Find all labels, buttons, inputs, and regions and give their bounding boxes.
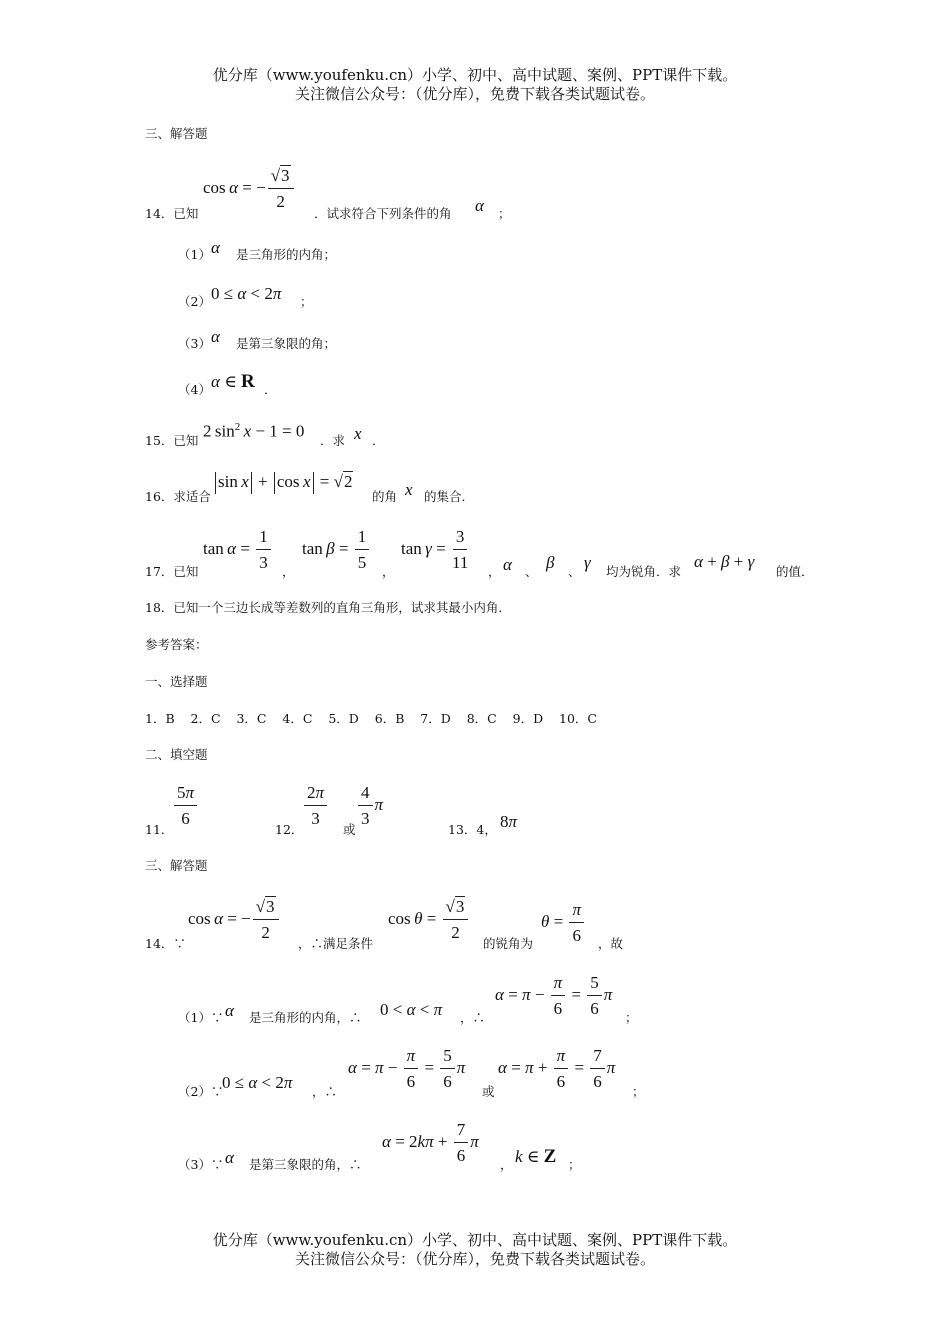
q15-formula: 2 $\sin^2 x - 1 = 0$	[203, 421, 305, 441]
q14-part4-formula: α ∈ R	[211, 371, 255, 392]
q15-number: 15．已知	[145, 433, 199, 448]
q17-tan-alpha: tan α = $\frac{1}{3}$	[203, 527, 273, 573]
header-line-1: 优分库（www.youfenku.cn）小学、初中、高中试题、案例、PPT课件下载。	[212, 66, 738, 84]
sol14-end: ，故	[598, 936, 624, 951]
sol14-cos-alpha: cos α = − $\frac{√3}{2}$	[188, 897, 281, 943]
q14-given-formula: cos α = − $\frac{√3}{2}$	[203, 166, 296, 212]
answers-title: 参考答案：	[145, 637, 208, 652]
sol14-mid2: 的锐角为	[483, 936, 534, 951]
q14-part2-formula: 0 ≤ α < 2π	[211, 284, 282, 303]
q17-sep-1: ，	[282, 564, 295, 579]
fill-title: 二、填空题	[145, 747, 208, 762]
q16-number: 16．求适合	[145, 489, 211, 504]
sol14-part2-result-2: α = π + $\frac{\pi}{6}$ = $\frac{7}{6}$ π	[498, 1046, 616, 1091]
mc-answer: 8．C	[466, 711, 497, 726]
mc-title: 一、选择题	[145, 674, 208, 689]
q17-dun-2: 、	[568, 564, 581, 579]
q14-part4-end: ．	[264, 382, 277, 397]
sol14-theta-value: θ = $\frac{\pi}{6}$	[541, 900, 586, 946]
q14-part1-label: （1）	[178, 247, 211, 262]
mc-answers	[145, 709, 597, 727]
q14-part3-alpha: α	[211, 327, 220, 346]
mc-answer: 5．D	[328, 711, 359, 726]
q14-part2-end: ；	[300, 294, 313, 309]
sol14-number: 14．∵	[145, 936, 186, 951]
fill-a12-value-1: $\frac{2\pi}{3}$	[302, 783, 329, 829]
q17-tan-beta: tan β = $\frac{1}{5}$	[302, 527, 371, 573]
sol14-part3-label: （3）∵	[178, 1157, 224, 1172]
sol14-part1-end: ；	[625, 1010, 638, 1025]
sol14-part1-text: 是三角形的内角，∴	[249, 1010, 362, 1025]
fill-a13-value: 8π	[500, 812, 518, 831]
q16-text: 的角	[372, 489, 398, 504]
q14-part1-text: 是三角形的内角；	[236, 247, 337, 262]
footer-line-1: 优分库（www.youfenku.cn）小学、初中、高中试题、案例、PPT课件下载。	[212, 1231, 738, 1249]
mc-answer: 3．C	[236, 711, 267, 726]
q17-dun-1: 、	[525, 564, 538, 579]
q14-end: ；	[498, 206, 511, 221]
sol14-part2-or: 或	[482, 1084, 495, 1099]
fill-a13-label: 13．4，	[448, 822, 497, 837]
q14-alpha: α	[475, 196, 484, 215]
mc-answer: 10．C	[559, 711, 597, 726]
mc-answer: 9．D	[512, 711, 544, 726]
fill-a12-label: 12．	[275, 822, 304, 837]
q14-part2-label: （2）	[178, 294, 211, 309]
q17-end: 的值．	[776, 564, 814, 579]
q17-text: 均为锐角．求	[606, 564, 682, 579]
mc-answer: 7．D	[420, 711, 451, 726]
solution-title: 三、解答题	[145, 858, 208, 873]
fill-a12-value-2: $\frac{4}{3}$ π	[356, 783, 383, 829]
q17-alpha: α	[503, 555, 512, 574]
q17-beta: β	[546, 553, 555, 572]
fill-a11-label: 11．	[145, 822, 174, 837]
q15-end: ．	[372, 433, 385, 448]
section-title-problems: 三、解答题	[145, 126, 208, 141]
q14-part4-label: （4）	[178, 382, 211, 397]
q17-sep-2: ，	[382, 564, 395, 579]
sol14-part2-range: 0 ≤ α < 2π	[222, 1073, 293, 1092]
q14-part3-label: （3）	[178, 336, 211, 351]
q17-tan-gamma: tan γ = $\frac{3}{11}$	[401, 527, 469, 572]
fill-a11-value: $\frac{5\pi}{6}$	[172, 783, 199, 829]
header-line-2: 关注微信公众号：（优分库），免费下载各类试题试卷。	[294, 85, 655, 103]
sol14-part2-sep: ，∴	[312, 1084, 338, 1099]
sol14-part3-alpha: α	[225, 1148, 234, 1167]
sol14-part3-end: ；	[568, 1157, 581, 1172]
q16-end: 的集合．	[424, 489, 475, 504]
q17-sep-3: ，	[488, 564, 501, 579]
sol14-part1-range: 0 < α < π	[380, 1000, 443, 1019]
sol14-mid: ，∴满足条件	[298, 936, 374, 951]
q15-text: ．求	[320, 433, 346, 448]
sol14-part1-result: α = π − $\frac{\pi}{6}$ = $\frac{5}{6}$ π	[495, 973, 613, 1018]
q14-part3-text: 是第三象限的角；	[236, 336, 337, 351]
sol14-cos-theta: cos θ = $\frac{√3}{2}$	[388, 897, 470, 943]
mc-answer: 1．B	[145, 711, 175, 726]
q16-formula: sin x + cos x = √2	[213, 472, 353, 494]
q17-gamma: γ	[584, 553, 591, 572]
q14-text: ．试求符合下列条件的角	[314, 206, 452, 221]
sol14-part2-label: （2）∵	[178, 1084, 224, 1099]
sol14-part1-label: （1）∵	[178, 1010, 224, 1025]
q14-part1-alpha: α	[211, 238, 220, 257]
sol14-part2-end: ；	[632, 1084, 645, 1099]
sol14-part1-sep: ，∴	[460, 1010, 486, 1025]
mc-answer: 2．C	[190, 711, 221, 726]
q16-x: x	[405, 480, 413, 499]
q18-text: 18．已知一个三边长成等差数列的直角三角形，试求其最小内角．	[145, 600, 511, 615]
mc-answer: 6．B	[374, 711, 405, 726]
sol14-part3-text: 是第三象限的角，∴	[249, 1157, 362, 1172]
sol14-part3-sep: ，	[500, 1157, 513, 1172]
sol14-part2-result-1: α = π − $\frac{\pi}{6}$ = $\frac{5}{6}$ π	[348, 1046, 466, 1091]
q15-x: x	[354, 424, 362, 443]
sol14-part3-result: α = 2kπ + $\frac{7}{6}$ π	[382, 1120, 479, 1165]
sol14-part1-alpha: α	[225, 1001, 234, 1020]
q14-number: 14．已知	[145, 206, 199, 221]
footer-line-2: 关注微信公众号：（优分库），免费下载各类试题试卷。	[294, 1250, 655, 1268]
q17-number: 17．已知	[145, 564, 199, 579]
q17-sum: α + β + γ	[694, 552, 755, 571]
mc-answer: 4．C	[282, 711, 313, 726]
sol14-part3-k: k ∈ Z	[515, 1146, 557, 1167]
fill-a12-or: 或	[343, 822, 356, 837]
